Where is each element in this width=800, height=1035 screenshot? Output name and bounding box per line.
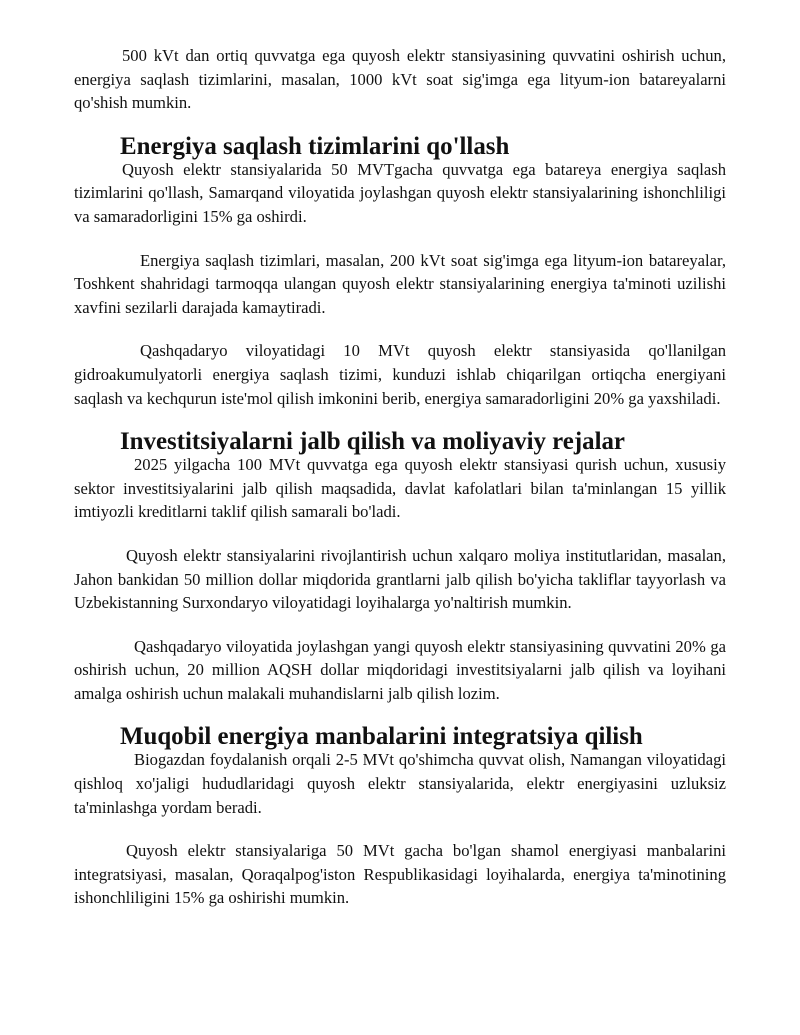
paragraph-qashqadaryo-hydro: Qashqadaryo viloyatidagi 10 MVt quyosh elektr stansiyasida qo'llanilgan gidroakumulyatorli energiya saqlash tizimi, kunduzi ishlab chiqarilgan ortiqcha energiyani saqlash va kechqurun iste'mol qilish imkonini berib, energiya samaradorligini 20% ga yaxshiladi. (74, 341, 726, 408)
paragraph-toshkent-batteries: Energiya saqlash tizimlari, masalan, 200 kVt soat sig'imga ega lityum-ion batareyalar, Toshkent shahridagi tarmoqqa ulangan quyosh elektr stansiyalarining energiya ta'minoti uzilishi xavfini sezilarli darajada kamaytiradi. (74, 250, 726, 317)
heading-energy-storage: Energiya saqlash tizimlarini qo'llash (120, 132, 510, 160)
paragraph-qashqadaryo-investment: Qashqadaryo viloyatida joylashgan yangi quyosh elektr stansiyasining quvvatini 20% ga oshirish uchun, 20 million AQSH dollar miqdoridagi investitsiyalarni jalb qilish va loyihani amalga oshirish uchun malakali muhandislarni jalb qilish lozim. (74, 636, 726, 703)
paragraph-private-credits: 2025 yilgacha 100 MVt quvvatga ega quyosh elektr stansiyasi qurish uchun, xususiy sektor investitsiyalarini jalb qilish maqsadida, davlat kafolatlari bilan ta'minlangan 15 yillik imtiyozli kreditlarni taklif qilish samarali bo'ladi. (74, 455, 726, 522)
document-page (74, 44, 726, 910)
heading-alternative-energy: Muqobil energiya manbalarini integratsiya qilish (120, 723, 643, 751)
paragraph-samarqand-storage: Quyosh elektr stansiyalarida 50 MVTgacha quvvatga ega batareya energiya saqlash tizimlarini qo'llash, Samarqand viloyatida joylashgan quyosh elektr stansiyalarining ishonchliligi va samaradorligini 15% ga oshirdi. (74, 159, 726, 226)
paragraph-biogas-namangan: Biogazdan foydalanish orqali 2-5 MVt qo'shimcha quvvat olish, Namangan viloyatidagi qishloq xo'jaligi hududlaridagi quyosh elektr stansiyalarida, elektr energiyasini uzluksiz ta'minlashga yordam beradi. (74, 750, 726, 817)
paragraph-battery-capacity: 500 kVt dan ortiq quvvatga ega quyosh elektr stansiyasining quvvatini oshirish uchun, energiya saqlash tizimlarini, masalan, 1000 kVt soat sig'imga ega lityum-ion batareyalarni qo'shish mumkin. (74, 46, 726, 113)
paragraph-wind-integration: Quyosh elektr stansiyalariga 50 MVt gacha bo'lgan shamol energiyasi manbalarini integratsiyasi, masalan, Qoraqalpog'iston Respublikasidagi loyihalarda, energiya ta'minotining ishonchliligini 15% ga oshirishi mumkin. (74, 841, 726, 908)
heading-investments: Investitsiyalarni jalb qilish va moliyaviy rejalar (120, 428, 625, 456)
paragraph-world-bank-grants: Quyosh elektr stansiyalarini rivojlantirish uchun xalqaro moliya institutlaridan, masalan, Jahon bankidan 50 million dollar miqdorida grantlarni jalb qilish bo'yicha takliflar tayyorlash va Uzbekistanning Surxondaryo viloyatidagi loyihalarga yo'naltirish mumkin. (74, 545, 726, 613)
